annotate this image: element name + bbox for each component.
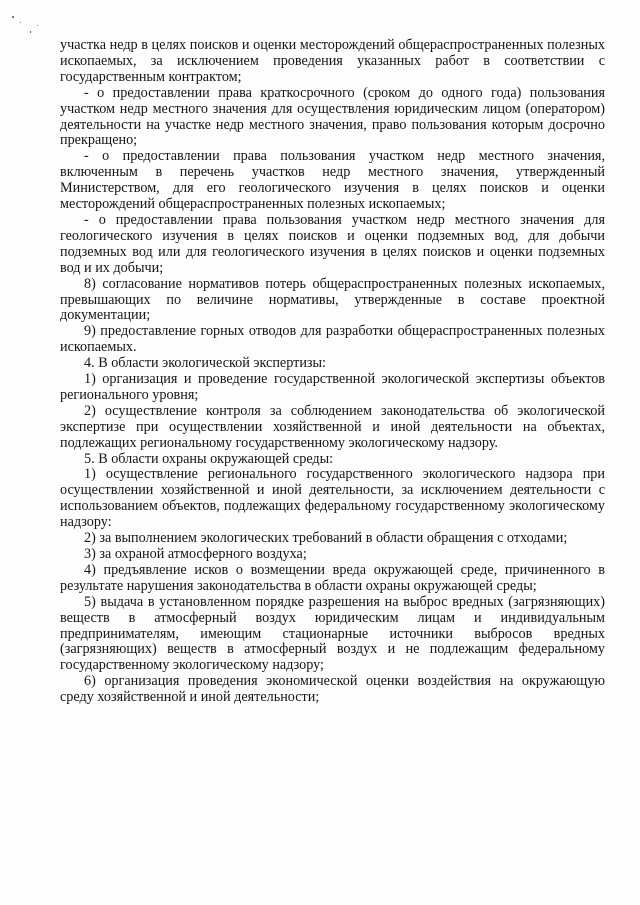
paragraph: участка недр в целях поисков и оценки месторождений общераспространенных полезных ископаемых, за исключением проведения указанных работ в соответствии с государственным контрактом;: [60, 37, 605, 85]
paragraph: 2) за выполнением экологических требований в области обращения с отходами;: [84, 530, 568, 547]
paragraph: 8) согласование нормативов потерь общераспространенных полезных ископаемых, превышающих по величине нормативы, утвержденные в составе проектной документации;: [60, 275, 605, 324]
paragraph: 3) за охраной атмосферного воздуха;: [84, 546, 307, 562]
scan-speck: [12, 16, 14, 18]
paragraph: 4) предъявление исков о возмещении вреда окружающей среде, причиненного в результате нарушения законодательства в области охраны окружающей среды;: [60, 561, 605, 594]
paragraph: 2) осуществление контроля за соблюдением законодательства об экологической экспертизе при осуществлении хозяйственной и иной деятельности на объектах, подлежащих региональному государственному экологическому надзору.: [60, 402, 605, 451]
scan-speck: [37, 25, 38, 26]
paragraph: - о предоставлении права краткосрочного (сроком до одного года) пользования участком недр местного значения для осуществления юридическим лицом (оператором) деятельности на участке недр местного значения, право пользования которым досрочно прекращено;: [60, 84, 605, 149]
paragraph: 5) выдача в установленном порядке разрешения на выброс вредных (загрязняющих) веществ в атмосферный воздух юридическим лицам и индивидуальным предпринимателям, имеющим стационарные источники выбросов вредных (загрязняющих) веществ в атмосферный воздух и не подлежащим федеральному государственному экологическому надзору;: [60, 593, 605, 674]
paragraph: - о предоставлении права пользования участком недр местного значения для геологического изучения в целях поисков и оценки подземных вод, для добычи подземных вод или для геологического изучения в целях поисков и оценки подземных вод и их добычи;: [60, 211, 605, 276]
paragraph: - о предоставлении права пользования участком недр местного значения, включенным в перечень участков недр местного значения, утвержденный Министерством, для его геологического изучения в целях поисков и оценки месторождений общераспространенных полезных ископаемых;: [60, 148, 605, 213]
scan-speck: [30, 31, 31, 33]
paragraph: 1) осуществление регионального государственного экологического надзора при осуществлении хозяйственной и иной деятельности, за исключением деятельности с использованием объектов, подлежащих федеральному государственному экологическому надзору:: [60, 466, 605, 531]
scan-speck: [20, 22, 21, 23]
paragraph: 9) предоставление горных отводов для разработки общераспространенных полезных ископаемых.: [60, 323, 605, 356]
paragraph: 6) организация проведения экономической оценки воздействия на окружающую среду хозяйственной и иной деятельности;: [60, 673, 605, 706]
document-body: [60, 38, 605, 706]
section-heading: 4. В области экологической экспертизы:: [84, 355, 327, 372]
section-heading: 5. В области охраны окружающей среды:: [84, 450, 334, 467]
paragraph: 1) организация и проведение государственной экологической экспертизы объектов регионального уровня;: [60, 371, 605, 403]
